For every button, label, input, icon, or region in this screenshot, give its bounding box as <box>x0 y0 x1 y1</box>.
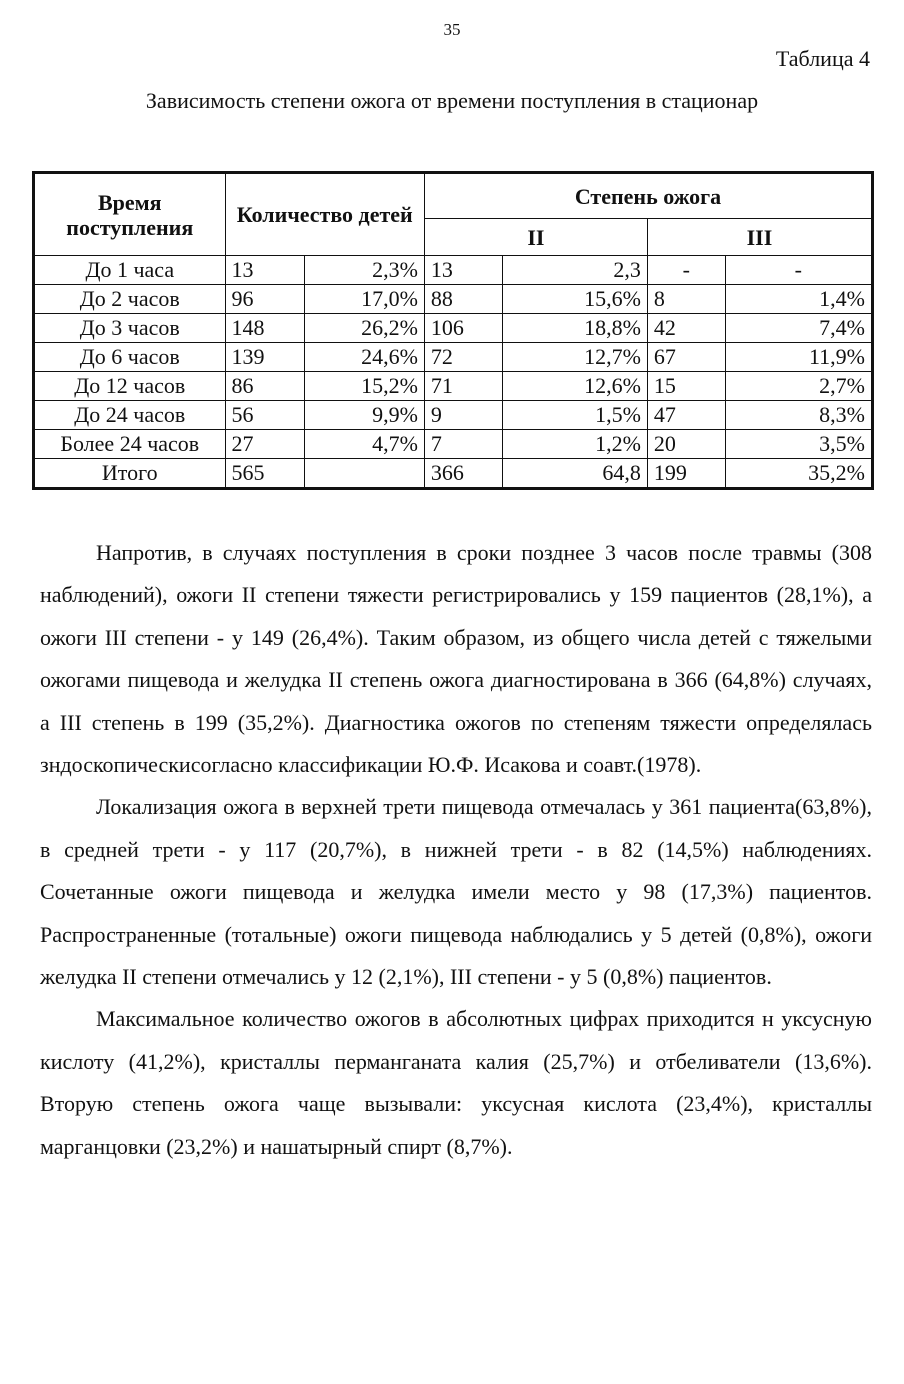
cell-count-pct: 15,2% <box>305 372 425 401</box>
cell-d2: 71 <box>424 372 502 401</box>
cell-d2: 366 <box>424 459 502 489</box>
cell-time: До 3 часов <box>34 314 226 343</box>
cell-d2-pct: 15,6% <box>502 285 647 314</box>
cell-d2-pct: 2,3 <box>502 256 647 285</box>
cell-count: 148 <box>225 314 305 343</box>
cell-d2-pct: 12,7% <box>502 343 647 372</box>
cell-count: 565 <box>225 459 305 489</box>
cell-d3: 67 <box>647 343 725 372</box>
page-number: 35 <box>443 20 461 39</box>
cell-d3: 15 <box>647 372 725 401</box>
cell-count-pct: 24,6% <box>305 343 425 372</box>
cell-count: 27 <box>225 430 305 459</box>
cell-count: 86 <box>225 372 305 401</box>
header-degree-3: III <box>647 219 872 256</box>
cell-d3-pct: 7,4% <box>725 314 872 343</box>
cell-d2-pct: 1,5% <box>502 401 647 430</box>
cell-d2: 72 <box>424 343 502 372</box>
cell-d2-pct: 12,6% <box>502 372 647 401</box>
table-row <box>34 285 873 314</box>
cell-count: 13 <box>225 256 305 285</box>
cell-d2: 13 <box>424 256 502 285</box>
cell-time: До 2 часов <box>34 285 226 314</box>
cell-time: Итого <box>34 459 226 489</box>
table-label: Таблица 4 <box>775 46 870 71</box>
cell-d2-pct: 18,8% <box>502 314 647 343</box>
cell-d2: 7 <box>424 430 502 459</box>
cell-time: Более 24 часов <box>34 430 226 459</box>
body-text <box>40 532 872 1168</box>
header-count: Количество детей <box>225 173 424 256</box>
header-time: Время поступления <box>34 173 226 256</box>
table-row <box>34 430 873 459</box>
cell-d3-pct: 35,2% <box>725 459 872 489</box>
cell-d3: 47 <box>647 401 725 430</box>
table-row <box>34 372 873 401</box>
burn-degree-table <box>32 171 874 490</box>
cell-time: До 1 часа <box>34 256 226 285</box>
cell-time: До 12 часов <box>34 372 226 401</box>
cell-count: 56 <box>225 401 305 430</box>
cell-count-pct: 26,2% <box>305 314 425 343</box>
table-row <box>34 256 873 285</box>
cell-d3-pct: 1,4% <box>725 285 872 314</box>
cell-count-pct: 9,9% <box>305 401 425 430</box>
cell-count-pct: 4,7% <box>305 430 425 459</box>
cell-d3-pct: 8,3% <box>725 401 872 430</box>
paragraph: Локализация ожога в верхней трети пищевода отмечалась у 361 пациента(63,8%), в средней трети - у 117 (20,7%), в нижней трети - в 82 (14,5%) наблюдениях. Сочетанные ожоги пищевода и желудка имели место у 98 (17,3%) пациентов. Распространенные (тотальные) ожоги пищевода наблюдались у 5 детей (0,8%), ожоги желудка II степени отмечались у 12 (2,1%), III степени - у 5 (0,8%) пациентов. <box>40 794 872 990</box>
cell-count-pct: 17,0% <box>305 285 425 314</box>
table-row <box>34 314 873 343</box>
cell-d2: 106 <box>424 314 502 343</box>
header-degree: Степень ожога <box>424 173 872 219</box>
cell-d3-pct: 11,9% <box>725 343 872 372</box>
cell-d3-pct: 3,5% <box>725 430 872 459</box>
cell-count-pct <box>305 459 425 489</box>
paragraph: Максимальное количество ожогов в абсолютных цифрах приходится н уксусную кислоту (41,2%), кристаллы перманганата калия (25,7%) и отбеливатели (13,6%). Вторую степень ожога чаще вызывали: уксусная кислота (23,4%), кристаллы марганцовки (23,2%) и нашатырный спирт (8,7%). <box>40 1006 872 1159</box>
paragraph: Напротив, в случаях поступления в сроки позднее 3 часов после травмы (308 наблюдений), ожоги II степени тяжести регистрировались у 159 пациентов (28,1%), а ожоги III степени - у 149 (26,4%). Таким образом, из общего числа детей с тяжелыми ожогами пищевода и желудка II степень ожога диагностирована в 366 (64,8%) случаях, а III степень в 199 (35,2%). Диагностика ожогов по степеням тяжести определялась зндоскопическисогласно классификации Ю.Ф. Исакова и соавт.(1978). <box>40 540 872 778</box>
cell-d2: 9 <box>424 401 502 430</box>
table-row-total <box>34 459 873 489</box>
cell-d3-pct: - <box>725 256 872 285</box>
cell-d2: 88 <box>424 285 502 314</box>
cell-d3-pct: 2,7% <box>725 372 872 401</box>
cell-count-pct: 2,3% <box>305 256 425 285</box>
cell-d3: 42 <box>647 314 725 343</box>
header-degree-2: II <box>424 219 647 256</box>
table-row <box>34 401 873 430</box>
cell-d3: 20 <box>647 430 725 459</box>
table-title: Зависимость степени ожога от времени поступления в стационар <box>145 88 759 113</box>
cell-time: До 24 часов <box>34 401 226 430</box>
cell-time: До 6 часов <box>34 343 226 372</box>
cell-count: 96 <box>225 285 305 314</box>
cell-d3: - <box>647 256 725 285</box>
cell-d3: 8 <box>647 285 725 314</box>
cell-count: 139 <box>225 343 305 372</box>
cell-d2-pct: 1,2% <box>502 430 647 459</box>
cell-d3: 199 <box>647 459 725 489</box>
table-row <box>34 343 873 372</box>
cell-d2-pct: 64,8 <box>502 459 647 489</box>
